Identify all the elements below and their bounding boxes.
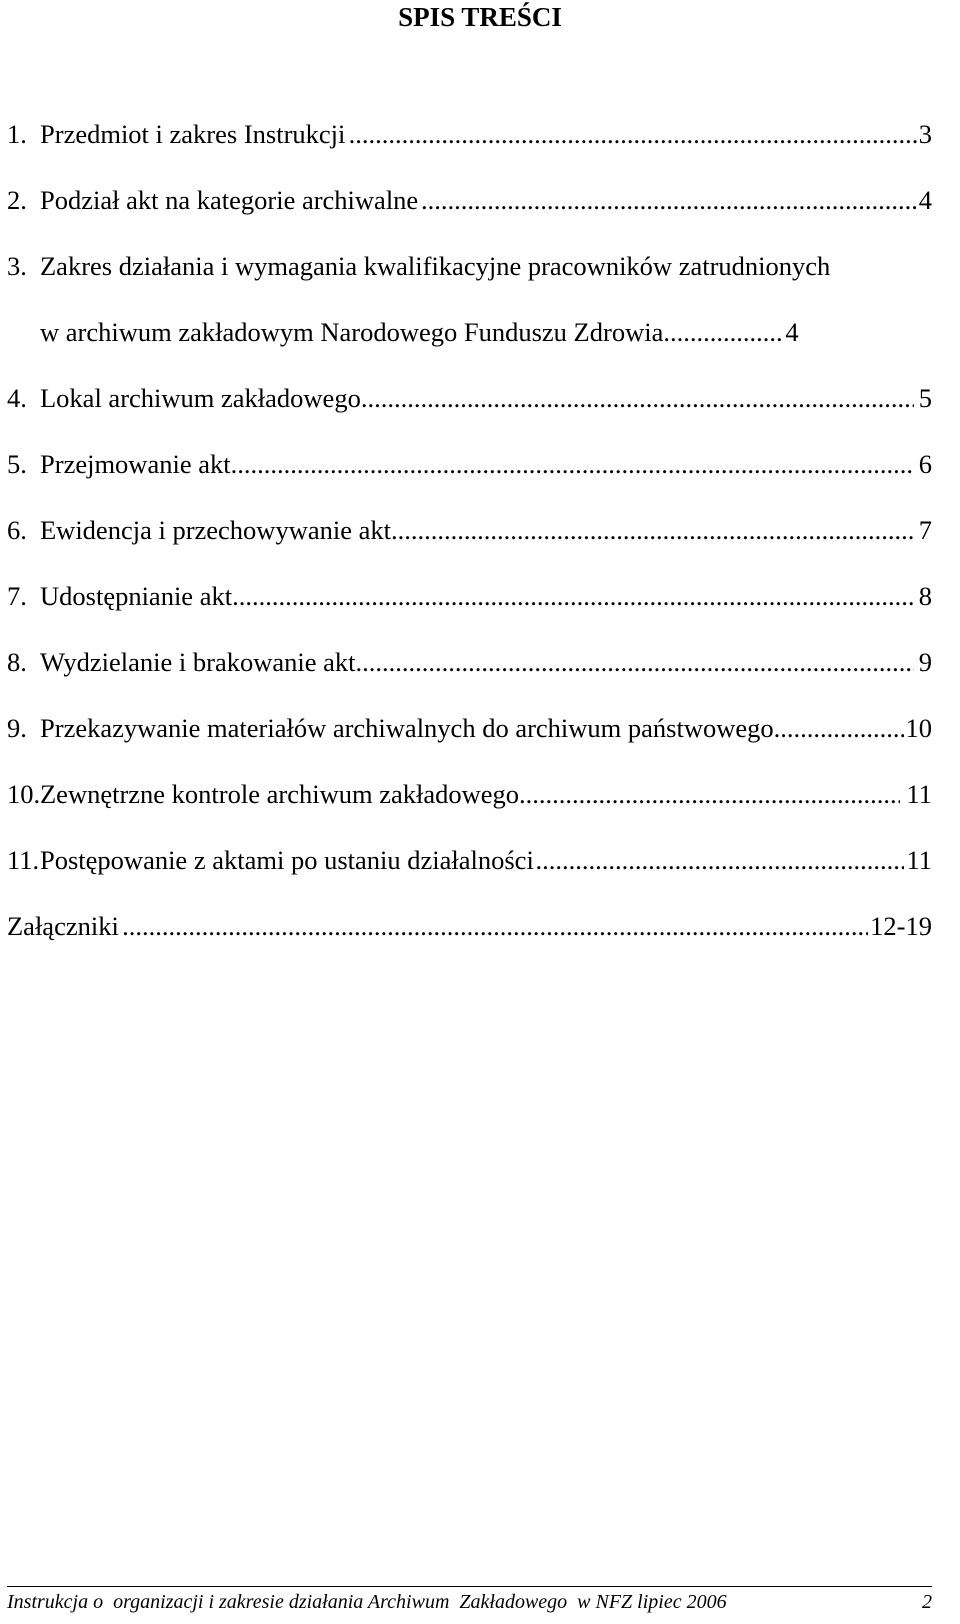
toc-entry-10[interactable]	[7, 777, 932, 843]
leader-dots	[122, 909, 868, 943]
leader-dots	[519, 777, 900, 811]
toc-entry-page: 4	[918, 185, 932, 215]
toc-entry-number: 1.	[7, 119, 27, 149]
toc-entry-number: 3.	[7, 251, 27, 281]
toc-entry-attachments[interactable]	[7, 909, 932, 975]
toc-entry-number: 6.	[7, 515, 27, 545]
toc-entry-title: Przekazywanie materiałów archiwalnych do archiwum państwowego	[40, 713, 774, 743]
leader-dots	[421, 183, 917, 217]
toc-entry-title: Załączniki	[7, 911, 119, 941]
footer-page-number: 2	[922, 1591, 932, 1613]
toc-entry-page: 10	[905, 713, 932, 743]
toc-entry-number: 5.	[7, 449, 27, 479]
toc-entry-2[interactable]	[7, 183, 932, 249]
toc-entry-4[interactable]	[7, 381, 932, 447]
toc-entry-number: 8.	[7, 647, 27, 677]
table-of-contents	[7, 117, 932, 975]
toc-entry-page: 9	[918, 647, 932, 677]
toc-entry-title: Przedmiot i zakres Instrukcji	[40, 119, 346, 149]
toc-entry-1[interactable]	[7, 117, 932, 183]
leader-dots	[349, 117, 917, 151]
toc-entry-title: Podział akt na kategorie archiwalne	[40, 185, 419, 215]
toc-entry-line-1	[7, 249, 932, 315]
toc-entry-title-line-1: Zakres działania i wymagania kwalifikacyjne pracowników zatrudnionych	[40, 251, 831, 281]
toc-entry-5[interactable]	[7, 447, 932, 513]
toc-entry-3[interactable]	[7, 249, 932, 381]
toc-entry-page: 11	[906, 779, 932, 809]
leader-dots	[391, 513, 914, 547]
toc-entry-7[interactable]	[7, 579, 932, 645]
toc-entry-title-line-2: w archiwum zakładowym Narodowego Funduszu Zdrowia	[40, 317, 664, 347]
toc-entry-page: 12-19	[870, 911, 932, 941]
toc-entry-11[interactable]	[7, 843, 932, 909]
toc-entry-number: 11.	[7, 845, 40, 875]
toc-entry-title: Postępowanie z aktami po ustaniu działalności	[40, 845, 534, 875]
toc-entry-page: 11	[906, 845, 932, 875]
toc-entry-title: Lokal archiwum zakładowego	[40, 383, 361, 413]
toc-entry-line-2	[7, 315, 932, 349]
leader-dots	[663, 315, 783, 349]
leader-dots	[356, 645, 914, 679]
leader-dots	[232, 579, 913, 613]
leader-dots	[231, 447, 913, 481]
toc-entry-title: Udostępnianie akt	[40, 581, 233, 611]
toc-entry-number: 7.	[7, 581, 27, 611]
toc-entry-8[interactable]	[7, 645, 932, 711]
toc-entry-9[interactable]	[7, 711, 932, 777]
page-footer	[7, 1586, 932, 1617]
toc-entry-number: 9.	[7, 713, 27, 743]
toc-entry-page: 8	[918, 581, 932, 611]
footer-text: Instrukcja o organizacji i zakresie działania Archiwum Zakładowego w NFZ lipiec 2006	[7, 1591, 727, 1613]
toc-entry-title: Wydzielanie i brakowanie akt	[40, 647, 356, 677]
leader-dots	[774, 711, 904, 745]
toc-entry-page: 4	[785, 317, 799, 347]
toc-entry-6[interactable]	[7, 513, 932, 579]
toc-entry-page: 5	[918, 383, 932, 413]
leader-dots	[361, 381, 914, 415]
toc-entry-page: 7	[918, 515, 932, 545]
toc-entry-number: 10.	[7, 779, 41, 809]
document-title: SPIS TREŚCI	[398, 2, 562, 32]
toc-entry-title: Ewidencja i przechowywanie akt	[40, 515, 391, 545]
toc-entry-title: Zewnętrzne kontrole archiwum zakładowego	[40, 779, 520, 809]
toc-entry-title: Przejmowanie akt	[40, 449, 231, 479]
toc-entry-number: 2.	[7, 185, 27, 215]
leader-dots	[535, 843, 904, 877]
toc-entry-page: 3	[918, 119, 932, 149]
toc-entry-page: 6	[918, 449, 932, 479]
toc-entry-number: 4.	[7, 383, 27, 413]
